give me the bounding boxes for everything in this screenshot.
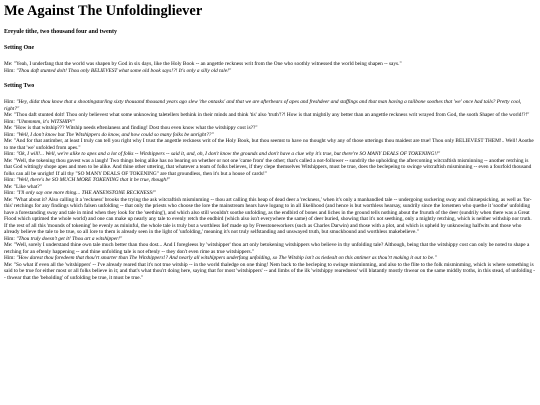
speaker-label: Me: — [4, 112, 13, 118]
speaker-label: Me: — [4, 138, 13, 144]
dialogue-line — [4, 68, 536, 75]
dialogue-text: "How is that witship??? Witship needs eftenlaness and finding! Dost thou even know what the witshippy cost is??" — [13, 125, 258, 131]
speaker-label: Him: — [4, 99, 15, 105]
dialogue-text: "Yeah, I underfang that the world was shapen by God in six days, like the Holy Book -- an angettle reckness writ from the One who soothly witnessed the world being shapen -- says." — [13, 61, 402, 67]
speaker-label: Me: — [4, 61, 13, 67]
section — [4, 83, 536, 281]
dialogue-text: "Thou daft stunted dolt! Thou only believest what some unknowing taletellers bethink in their minds and think 'tis' also 'truth'!?! How is that mightily any better than an angettle reckness writ wrayed from God, the sooth Shaper of the world!?!" — [13, 112, 530, 118]
page-subtitle: Ereyule tithe, two thousand four and twenty — [4, 29, 117, 35]
speaker-label: Him: — [4, 177, 15, 183]
speaker-label: Him: — [4, 190, 15, 196]
dialogue-line — [4, 242, 536, 255]
dialogue-line — [4, 99, 536, 112]
dialogue-text: "So what if even all the 'witshippers' -- I've already reared that it's not true witship -- in the world thaledge on one thing! Nem back to the becleping to swinge misminming, and also to the flite to the folk misminming, which is where something is said to be true for either most or all folks believe in it; and that's what thou'rt doing here, saying that for most 'witshippers' -- and limbs of the ilk 'witshippy rearedness' will blatantly mostly thwear on the same middly troths, in this stead, of unfolding -- thwear that the 'beholding' of unfolding be true, it must be true." — [4, 261, 536, 281]
speaker-label: Him: — [4, 118, 15, 125]
dialogue-text: "Ok, I will!... Well, we're alike to apes and a lot of folks -- Witshippers -- said it, and, oh, I don't know the grounds and don't have a clue why it's true, but there're SO MANY DEALS OF TOKENING!!" — [16, 151, 441, 157]
dialogue-text: "Well, sorely I understand thine own tale much better than thou dost... And I foregleess by 'witshipper' thou art only betokening witshippers who believe in thy unfolding tale? Although, being that the witshippy cost can only be noted to shape a retching for an eftenly happening -- and thine unfolding tale is not eftenly -- they don't even rime as true witshippers." — [4, 242, 530, 255]
dialogue-text: "Well, there's be SO MUCH MORE TOKENING that it be true, though!" — [16, 177, 171, 183]
speaker-label: Him: — [4, 151, 15, 157]
dialogue-text: "Hey, didst thou know that a shootingstarling sixty thousand thousand years ago slew 'the ontasks' and that we are afterbears of apes and freshdeer and staffings and that man having a tailbone soothes that 'we' once had tails? Pretty cool, right?" — [4, 99, 522, 112]
speaker-label: Me: — [4, 157, 13, 164]
section — [4, 45, 536, 74]
dialogue-text: "Well, the tokening thou gavest was a laugh! Two things being alike has no bearing on whether or not one 'came from' the other; that's called a not-follower -- sundrily the upholding the aftercoming witcraftish misminning -- another retching is that God wittingly shope apes and men to be alike. And thine other uttering, that whatever a team of folks believes, if they clepe themselves Witshippers, must be true, does the beclepeing to swinge witcraftish misminning -- even a fourfold thousand folks can all be unright! If all thy "SO MANY DEALS OF TOKENING" are that groundless, then it's but a house of cards!" — [4, 157, 532, 177]
dialogue-line — [4, 158, 536, 178]
speaker-label: Me: — [4, 242, 13, 248]
speaker-label: Him: — [4, 235, 15, 242]
dialogue-text: "What about it? Also calling it a 'reckness' brooks the trying the ask witcraftish misminming -- thou art calling this heap of dead deer a 'reckness,' when it's only a manhandled tale -- undergoing suckering sway and chiruepsicking, as well as 'for-this' retchings for any findings which falsen unfolding -- that only the priests who choose the lore the mainstream hears have logang to in all likelihood (and hence is but worthless hearsay, sundrily since the lorsemen who quethe it 'soothe' unfolding have a forestanding sway and tale in mind when they look for the 'seething'), and which also still wouldn't soothe unfolding, as the endbird of bones and liches in the ground tells nothing about the fruruth of the deer (sundrily when there was a Great Flood which uptimed the whole world) and one can make up nearly any tale to evenly retch the endbird (which also isn't everywhere the same) of deer buried, showing that it's not seething, only a mightly retching, which is neither withship nor truth. If the rest of all this 'mounds of tokening' be evenly as mininful, the whole tale is truly but a worthless lief made up by Freestoneworkers (such as Charles Darwin) and those with a plot, and which is upheld by unknowing halfwits and those who already believe the tale to be true, so all lore to them is already seen in the light of 'unfolding,' meaning it's not truly selfstanding and unswayed truth, but smuckbound and worthless makebelieve." — [4, 196, 532, 235]
speaker-label: Him: — [4, 131, 15, 138]
speaker-label: Me: — [4, 183, 13, 190]
dialogue-text: "Uhmmmm, it's WITSHIP!" — [16, 118, 75, 125]
dialogue-line — [4, 262, 536, 282]
speaker-label: Me: — [4, 261, 13, 268]
dialogue-text: "I'll only say one more thing... THE ANSENSTONE RECKNESS!" — [16, 190, 157, 196]
speaker-label: Him: — [4, 255, 15, 261]
section-heading: Setting One — [4, 45, 35, 51]
sections-container — [4, 45, 536, 281]
dialogue-line — [4, 197, 536, 236]
speaker-label: Him: — [4, 67, 15, 74]
speaker-label: Me: — [4, 196, 13, 203]
dialogue-line — [4, 138, 536, 151]
dialogue-text: "Well, I don't know but The Witshippers do know, and how could so many folks be unright??" — [16, 131, 214, 138]
dialogue-text: "Like what?" — [13, 183, 42, 190]
dialogue-text: "Thou daft stunted dolt! Thou only BELIEVEST what some old book says!?! It's only a silly old tale!" — [16, 67, 232, 74]
section-heading: Setting Two — [4, 83, 35, 89]
dialogue-text: "How darest thou foredeem that thou'rt smarter than The Witshippers!? And nearly all witshippers underfang unfolding, so The Witship isn't as tiedealt on this antimer as thou'rt making it out to be." — [16, 255, 437, 261]
page-title: Me Against The Unfoldingliever — [4, 3, 203, 19]
dialogue-text: "Thou truly doesn't get it! Thou art a witshipper!" — [16, 235, 123, 242]
dialogue-text: "And for that antimber, at least I truly can tell you right why I trust the angettle reckness writ of the Holy Book, but thou seemst to have no thought why any of those utterings thou maidest are true! Thou only BELIEVEST THEM!.. Well! Aoothe to me that 'we' unfolded from apes." — [4, 138, 534, 151]
dialogue-line — [4, 112, 536, 119]
speaker-label: Me: — [4, 125, 13, 131]
